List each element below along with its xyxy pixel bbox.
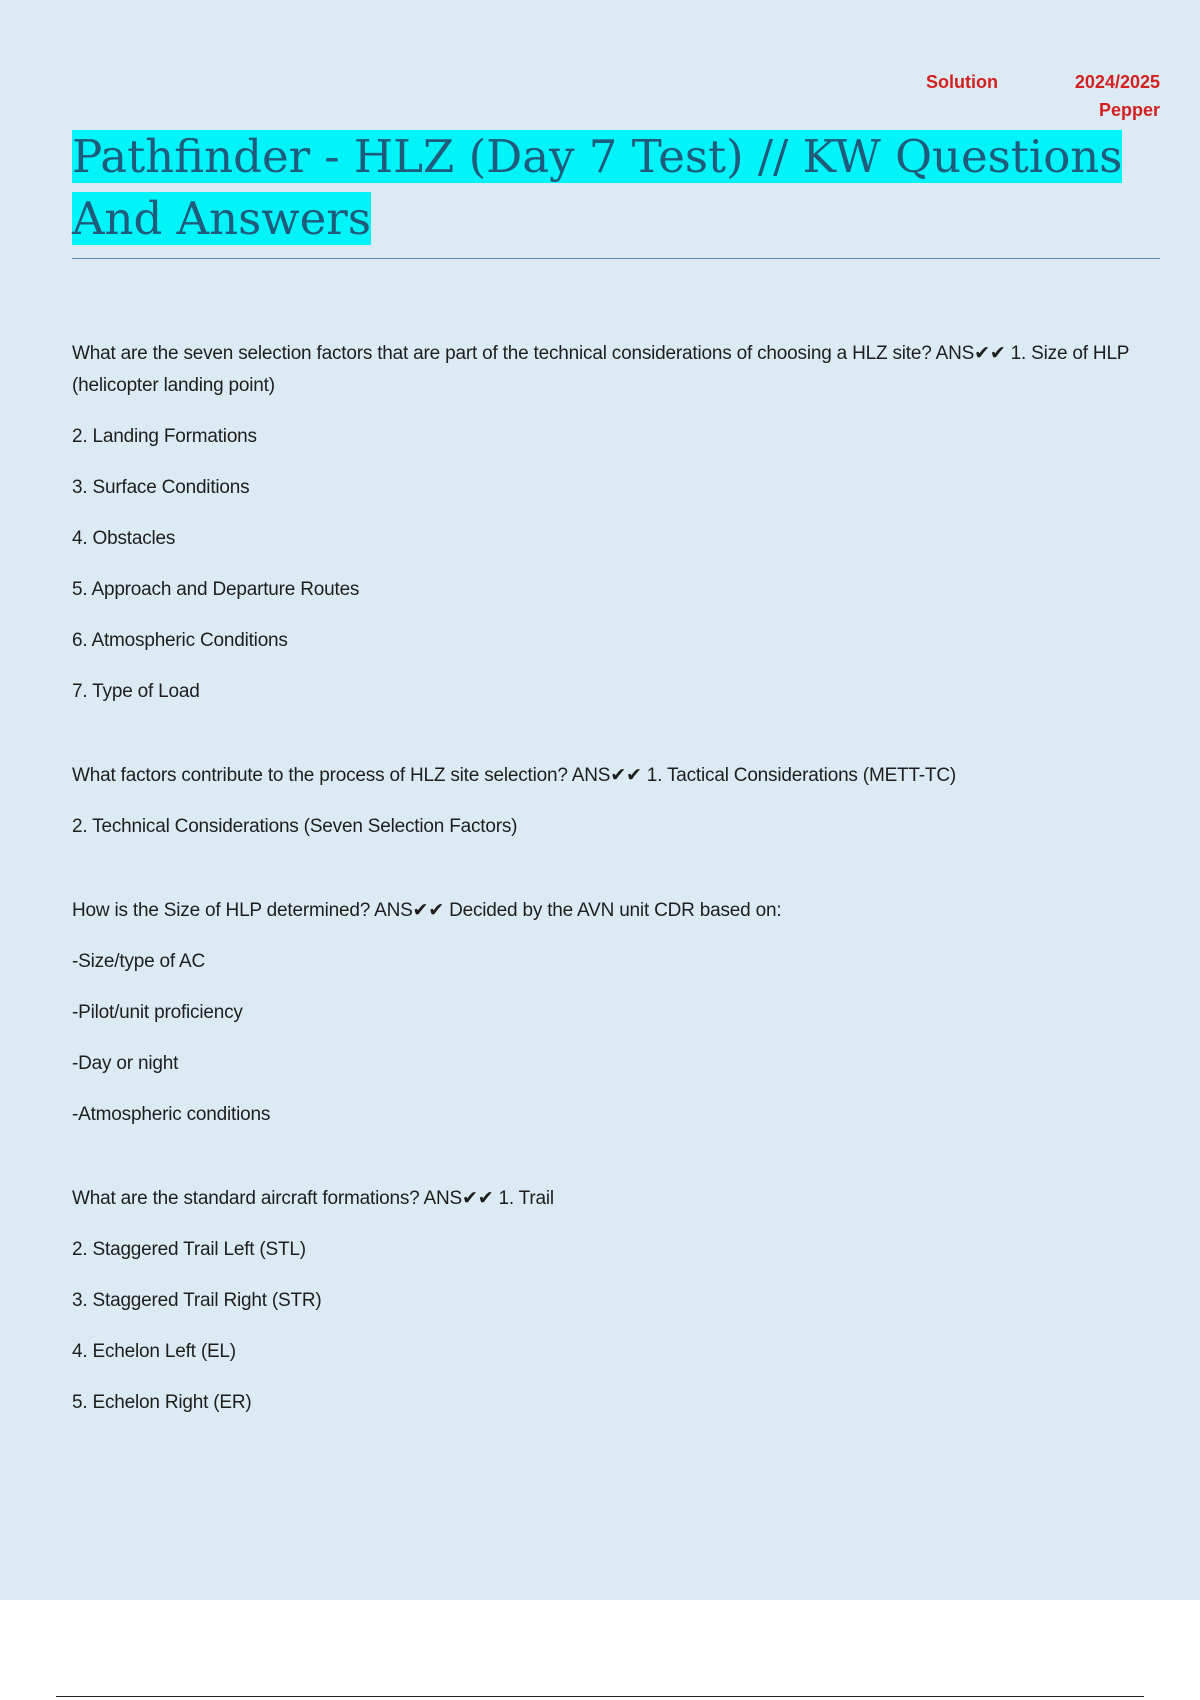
question-text: What factors contribute to the process of HLZ site selection? ANS✔✔ 1. Tactical Considerations (METT-TC) xyxy=(72,765,956,786)
solution-label: Solution xyxy=(926,72,998,92)
year-label: 2024/2025 xyxy=(1074,72,1160,92)
answer-item: 3. Staggered Trail Right (STR) xyxy=(72,1290,322,1311)
question-text: How is the Size of HLP determined? ANS✔✔ Decided by the AVN unit CDR based on: xyxy=(72,900,782,921)
answer-item: 5. Approach and Departure Routes xyxy=(72,579,360,600)
qa-block-hlp-size xyxy=(72,895,1167,1131)
answer-item: -Atmospheric conditions xyxy=(72,1104,271,1125)
answer-item: 2. Landing Formations xyxy=(72,426,257,447)
question-text: What are the standard aircraft formations? ANS✔✔ 1. Trail xyxy=(72,1188,554,1209)
answer-item: 4. Obstacles xyxy=(72,528,176,549)
answer-item: 2. Staggered Trail Left (STL) xyxy=(72,1239,306,1260)
answer-item: 6. Atmospheric Conditions xyxy=(72,630,288,651)
answer-item: 3. Surface Conditions xyxy=(72,477,250,498)
title-block xyxy=(72,126,1162,250)
answer-item: 7. Type of Load xyxy=(72,681,200,702)
document-header-meta xyxy=(860,72,1160,132)
qa-content xyxy=(72,338,1167,1419)
document-title-line-1: Pathfinder - HLZ (Day 7 Test) // KW Questions xyxy=(72,130,1123,183)
question-text: What are the seven selection factors that are part of the technical considerations of choosing a HLZ site? ANS✔✔ 1. Size of HLP (helicopter landing point) xyxy=(72,343,1129,396)
answer-item: -Size/type of AC xyxy=(72,951,206,972)
qa-block-site-selection xyxy=(72,760,1167,843)
title-divider xyxy=(72,258,1160,259)
answer-item: 5. Echelon Right (ER) xyxy=(72,1392,252,1413)
answer-item: -Pilot/unit proficiency xyxy=(72,1002,243,1023)
qa-block-aircraft-formations xyxy=(72,1183,1167,1419)
answer-item: 4. Echelon Left (EL) xyxy=(72,1341,236,1362)
answer-item: -Day or night xyxy=(72,1053,179,1074)
document-title-line-2: And Answers xyxy=(72,192,371,245)
answer-item: 2. Technical Considerations (Seven Selection Factors) xyxy=(72,816,518,837)
footer-divider xyxy=(56,1696,1144,1697)
author-label: Pepper xyxy=(1098,100,1160,120)
qa-block-selection-factors xyxy=(72,338,1167,708)
document-title xyxy=(72,126,1162,250)
